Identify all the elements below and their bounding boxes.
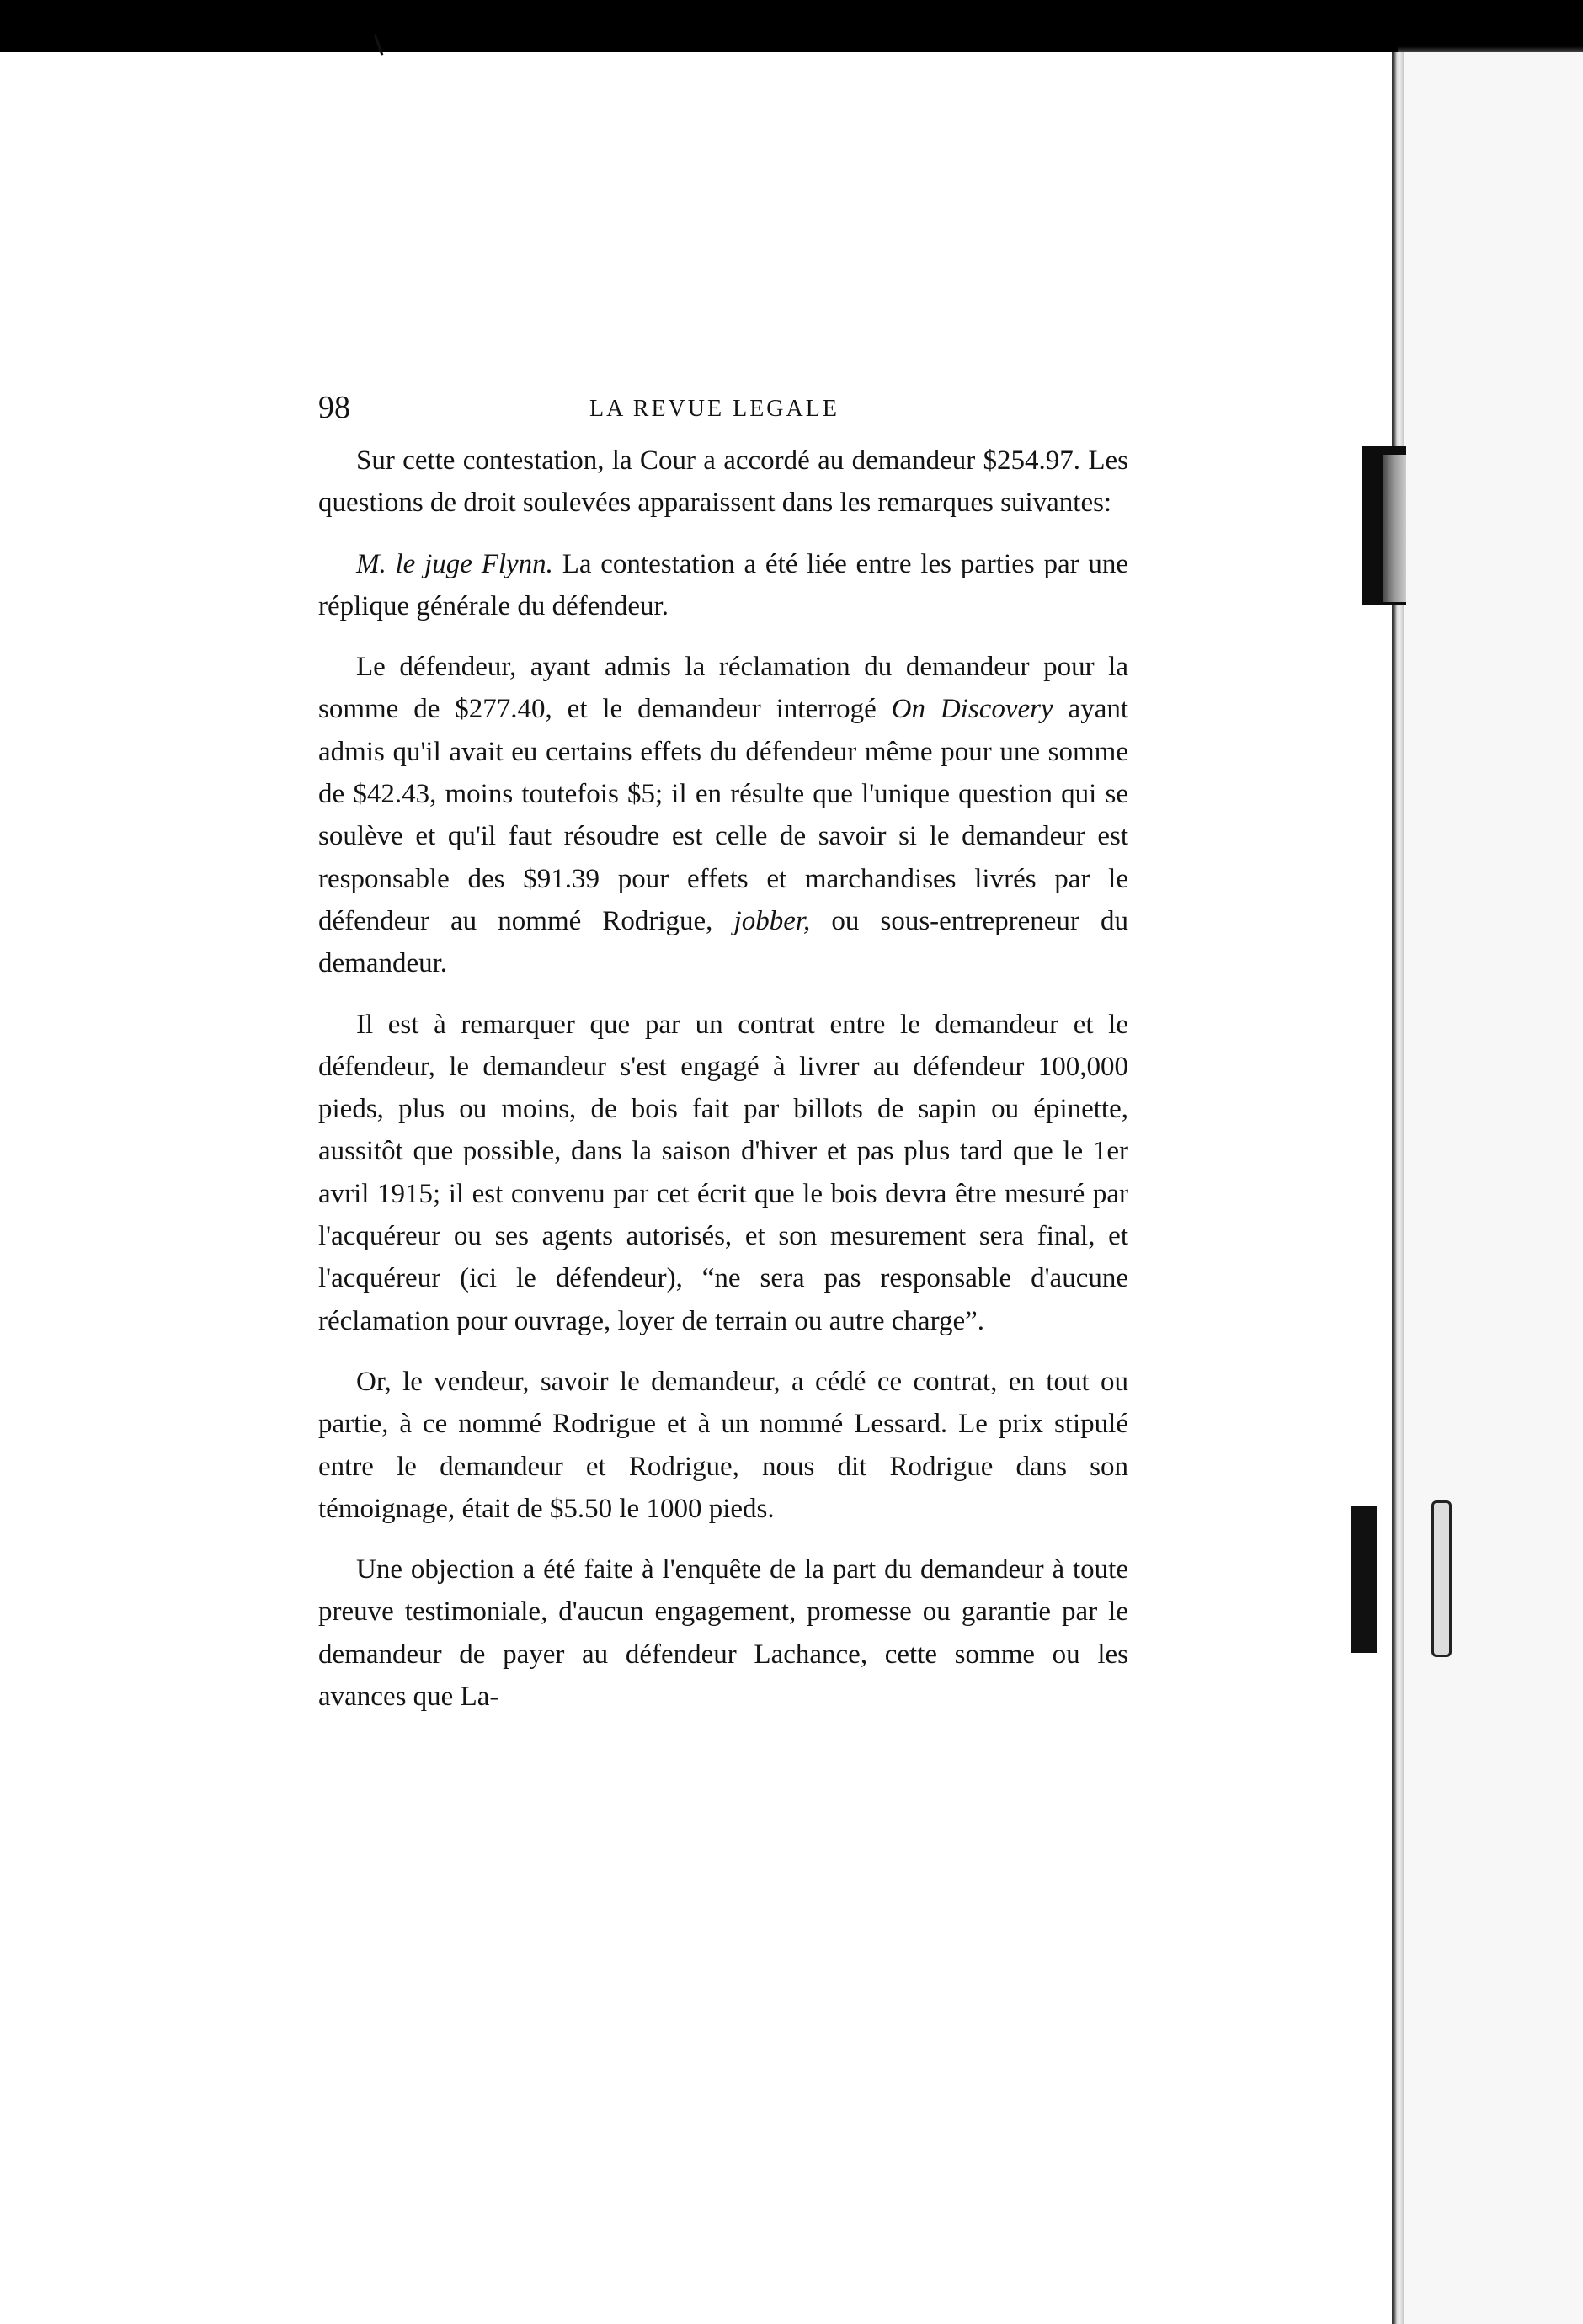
scan-edge-mark-bar <box>1351 1506 1377 1653</box>
book-page <box>318 370 1128 1736</box>
page-gutter-line <box>1392 52 1404 2324</box>
paragraph-4-text: Il est à remarquer que par un contrat entre le demandeur et le défendeur, le demandeur s'est engagé à livrer au défendeur 100,000 pieds, plus ou moins, de bois fait par billots de sapin ou épinette, aussitôt que possible, dans la saison d'hiver et pas plus tard que le 1er avril 1915; il est convenu par cet écrit que le bois devra être mesuré par l'acquéreur ou ses agents autorisés, et son mesurement sera final, et l'acquéreur (ici le défendeur), “ne sera pas responsable d'aucune réclamation pour ouvrage, loyer de terrain ou autre charge”. <box>318 1009 1128 1336</box>
scan-top-border <box>0 0 1583 52</box>
paragraph-3-italic-a: On Discovery <box>891 694 1053 725</box>
adjacent-page-edge <box>1404 52 1583 2324</box>
paragraph-5-text: Or, le vendeur, savoir le demandeur, a cédé ce contrat, en tout ou partie, à ce nommé Rodrigue et à un nommé Lessard. Le prix stipulé entre le demandeur et Rodrigue, nous dit Rodrigue dans son témoignage, était de $5.50 le 1000 pieds. <box>318 1366 1128 1524</box>
paragraph-2-lead: M. le juge Flynn. <box>356 548 553 579</box>
paragraph-3 <box>318 646 1128 984</box>
paragraph-3-text-b: ayant admis qu'il avait eu certains effets du défendeur même pour une somme de $42.43, moins toutefois $5; il en résulte que l'unique question qui se soulève et qu'il faut résoudre est celle de savoir si le demandeur est responsable des $91.39 pour effets et marchandises livrés par le défendeur au nommé Rodrigue, <box>318 694 1129 936</box>
paragraph-1-text: Sur cette contestation, la Cour a accordé au demandeur $254.97. Les questions de droit soulevées apparaissent dans les remarques suivantes: <box>318 445 1128 519</box>
paragraph-3-text-c: ou sous-entrepreneur du demandeur. <box>318 905 1128 979</box>
paragraph-5 <box>318 1361 1128 1530</box>
paragraph-2-text: La contestation a été liée entre les parties par une réplique générale du défendeur. <box>318 548 1129 621</box>
paragraph-1 <box>318 440 1128 525</box>
body-text <box>318 440 1128 1718</box>
paragraph-4 <box>318 1004 1128 1342</box>
paragraph-3-text-a: Le défendeur, ayant admis la réclamation du demandeur pour la somme de $277.40, et le demandeur interrogé <box>318 652 1128 725</box>
paragraph-3-italic-b: jobber, <box>733 905 811 936</box>
scan-edge-mark-n <box>1362 446 1406 605</box>
paragraph-6 <box>318 1548 1128 1718</box>
paragraph-2 <box>318 543 1128 628</box>
page-number: 98 <box>318 390 350 425</box>
running-title: LA REVUE LEGALE <box>589 396 839 422</box>
scan-edge-mark-clip <box>1431 1500 1452 1657</box>
running-head <box>318 370 1128 429</box>
paragraph-6-text: Une objection a été faite à l'enquête de la part du demandeur à toute preuve testimoniale, d'aucun engagement, promesse ou garantie par le demandeur de payer au défendeur Lachance, cette somme ou les avances que La- <box>318 1554 1128 1713</box>
